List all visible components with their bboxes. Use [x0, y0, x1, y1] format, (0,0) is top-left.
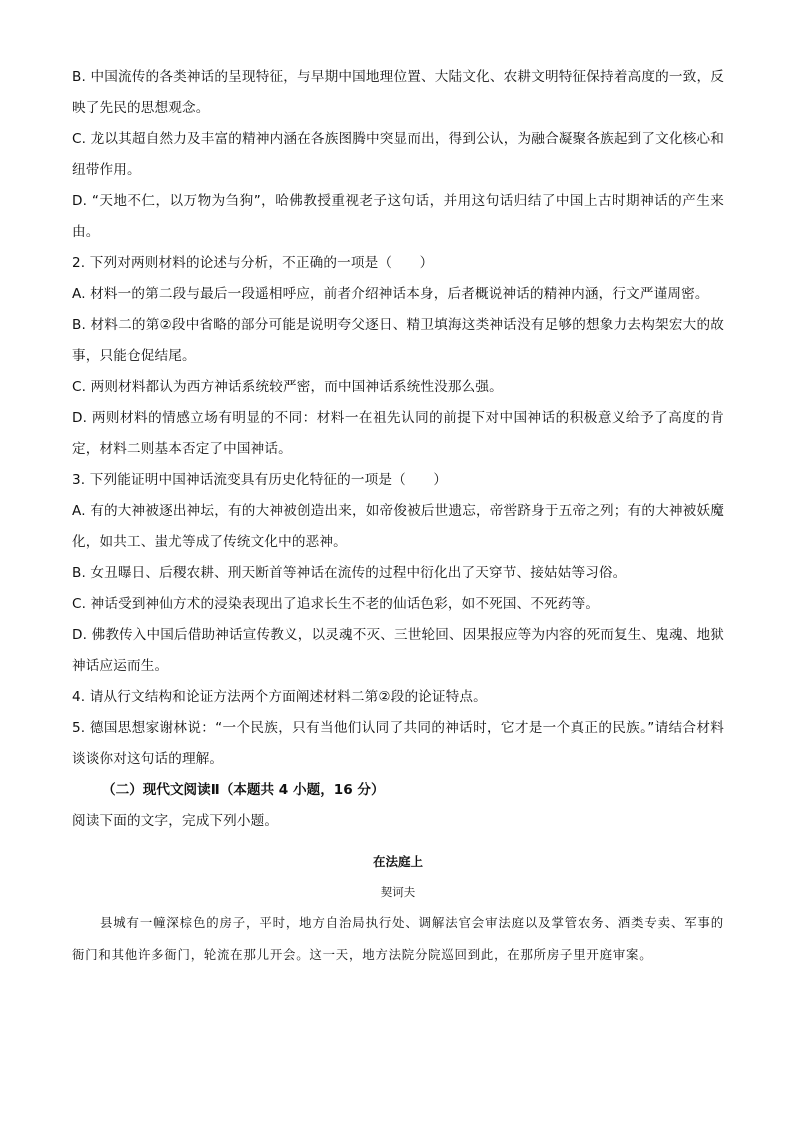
question-2: 2. 下列对两则材料的论述与分析，不正确的一项是（ ） — [72, 255, 434, 271]
question-4: 4. 请从行文结构和论证方法两个方面阐述材料二第②段的论证特点。 — [72, 689, 487, 705]
option-c-q3: C. 神话受到神仙方术的浸染表现出了追求长生不老的仙话色彩，如不死国、不死药等。 — [72, 596, 600, 612]
story-opening-paragraph: 县城有一幢深棕色的房子，平时，地方自治局执行处、调解法官会审法庭以及掌管农务、酒类专卖、军事的衙门和其他许多衙门，轮流在那儿开会。这一天，地方法院分院巡回到此，在那所房子里开庭审案。 — [72, 915, 724, 962]
question-3: 3. 下列能证明中国神话流变具有历史化特征的一项是（ ） — [72, 472, 448, 488]
option-d-q3: D. 佛教传入中国后借助神话宣传教义，以灵魂不灭、三世轮回、因果报应等为内容的死而复生、鬼魂、地狱神话应运而生。 — [72, 627, 724, 674]
page-content — [72, 62, 724, 970]
option-b-q3: B. 女丑曝日、后稷农耕、刑天断首等神话在流传的过程中衍化出了天穿节、接姑姑等习俗。 — [72, 565, 627, 581]
option-c-q1: C. 龙以其超自然力及丰富的精神内涵在各族图腾中突显而出，得到公认，为融合凝聚各族起到了文化核心和纽带作用。 — [72, 131, 724, 178]
option-a-q3: A. 有的大神被逐出神坛，有的大神被创造出来，如帝俊被后世遗忘，帝喾跻身于五帝之列；有的大神被妖魔化，如共工、蚩尤等成了传统文化中的恶神。 — [72, 503, 724, 550]
option-c-q2: C. 两则材料都认为西方神话系统较严密，而中国神话系统性没那么强。 — [72, 379, 503, 395]
story-title: 在法庭上 — [372, 854, 423, 869]
option-d-q1: D. “天地不仁，以万物为刍狗”，哈佛教授重视老子这句话，并用这句话归结了中国上古时期神话的产生来由。 — [72, 193, 724, 240]
option-b-q1: B. 中国流传的各类神话的呈现特征，与早期中国地理位置、大陆文化、农耕文明特征保持着高度的一致，反映了先民的思想观念。 — [72, 69, 724, 116]
option-b-q2: B. 材料二的第②段中省略的部分可能是说明夸父逐日、精卫填海这类神话没有足够的想象力去构架宏大的故事，只能仓促结尾。 — [72, 317, 724, 364]
option-a-q2: A. 材料一的第二段与最后一段遥相呼应，前者介绍神话本身，后者概说神话的精神内涵，行文严谨周密。 — [72, 286, 709, 302]
option-d-q2: D. 两则材料的情感立场有明显的不同：材料一在祖先认同的前提下对中国神话的积极意义给予了高度的肯定，材料二则基本否定了中国神话。 — [72, 410, 724, 457]
section-instruction: 阅读下面的文字，完成下列小题。 — [72, 813, 279, 829]
story-author: 契诃夫 — [380, 885, 416, 899]
question-5: 5. 德国思想家谢林说：“一个民族，只有当他们认同了共同的神话时，它才是一个真正的民族。”请结合材料谈谈你对这句话的理解。 — [72, 720, 724, 767]
section-heading: （二）现代文阅读Ⅱ（本题共 4 小题，16 分） — [102, 782, 385, 798]
